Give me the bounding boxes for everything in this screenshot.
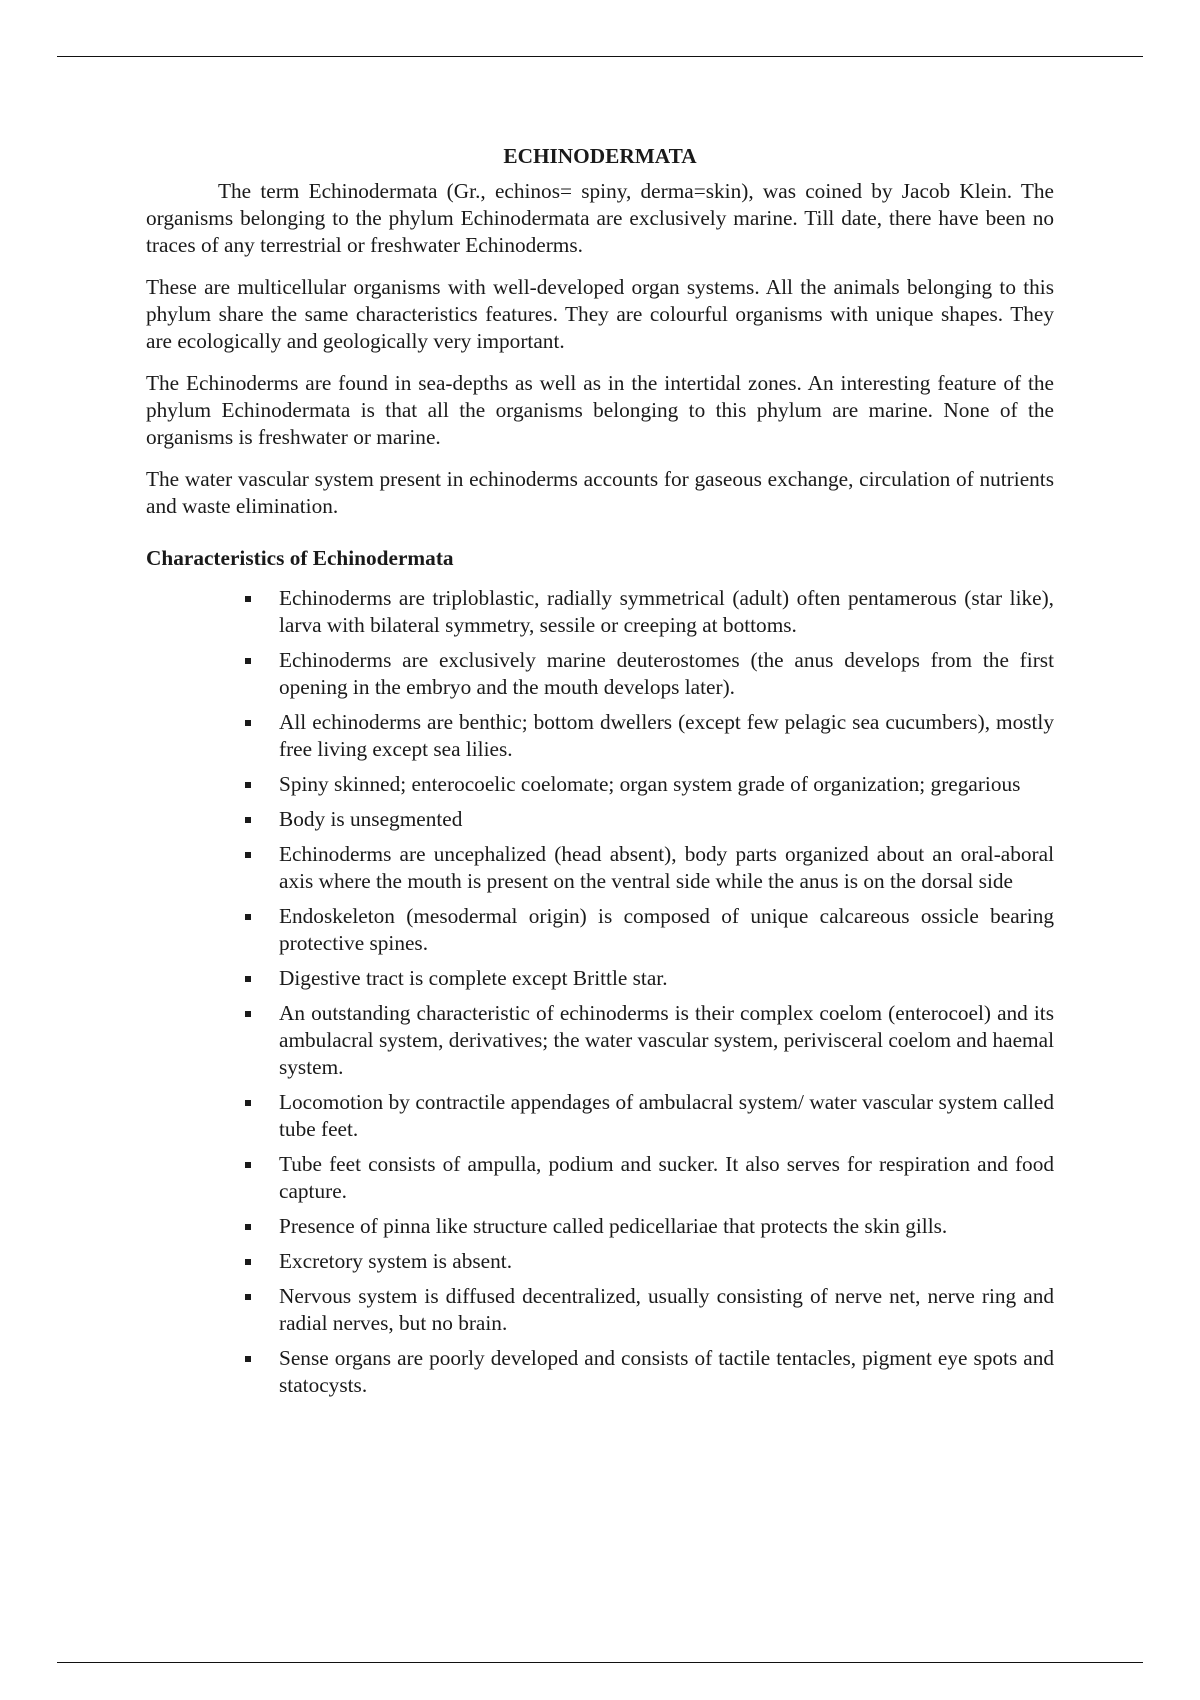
section-heading: Characteristics of Echinodermata [146,546,454,570]
list-item [279,585,1054,639]
bullet-icon [245,1294,251,1300]
list-item-text: Tube feet consists of ampulla, podium and sucker. It also serves for respiration and food capture. [279,1152,1054,1203]
list-item-text: Sense organs are poorly developed and consists of tactile tentacles, pigment eye spots and statocysts. [279,1346,1054,1397]
list-item [279,771,1054,798]
list-item-text: Presence of pinna like structure called pedicellariae that protects the skin gills. [279,1214,948,1238]
bullet-icon [245,817,251,823]
bullet-icon [245,596,251,602]
list-item [279,1213,1054,1240]
bullet-icon [245,720,251,726]
list-item [279,1248,1054,1275]
list-item [279,647,1054,701]
bullet-icon [245,914,251,920]
document-body [146,143,1054,1407]
list-item-text: Endoskeleton (mesodermal origin) is composed of unique calcareous ossicle bearing protective spines. [279,904,1054,955]
list-item-text: Echinoderms are exclusively marine deuterostomes (the anus develops from the first opening in the embryo and the mouth develops later). [279,648,1054,699]
bullet-icon [245,1356,251,1362]
list-item [279,1151,1054,1205]
list-item [279,806,1054,833]
list-item [279,1345,1054,1399]
list-item-text: Echinoderms are uncephalized (head absent), body parts organized about an oral-aboral axis where the mouth is present on the ventral side while the anus is on the dorsal side [279,842,1054,893]
bullet-icon [245,1259,251,1265]
paragraph-intro: The term Echinodermata (Gr., echinos= spiny, derma=skin), was coined by Jacob Klein. The organisms belonging to the phylum Echinodermata are exclusively marine. Till date, there have been no traces of any terrestrial or freshwater Echinoderms. [146,179,1054,257]
list-item-text: Echinoderms are triploblastic, radially symmetrical (adult) often pentamerous (star like), larva with bilateral symmetry, sessile or creeping at bottoms. [279,586,1054,637]
list-item-text: Excretory system is absent. [279,1249,513,1273]
bullet-icon [245,1100,251,1106]
list-item-text: Nervous system is diffused decentralized, usually consisting of nerve net, nerve ring and radial nerves, but no brain. [279,1284,1054,1335]
list-item-text: All echinoderms are benthic; bottom dwellers (except few pelagic sea cucumbers), mostly free living except sea lilies. [279,710,1054,761]
list-item [279,1283,1054,1337]
bullet-icon [245,658,251,664]
bullet-icon [245,1011,251,1017]
bullet-icon [245,1224,251,1230]
list-item [279,1089,1054,1143]
list-item-text: Locomotion by contractile appendages of ambulacral system/ water vascular system called tube feet. [279,1090,1054,1141]
list-item [279,1000,1054,1081]
bullet-icon [245,852,251,858]
document-title: ECHINODERMATA [503,144,697,168]
characteristics-list [146,585,1054,1399]
bullet-icon [245,1162,251,1168]
top-rule [57,56,1143,57]
list-item-text: Spiny skinned; enterocoelic coelomate; organ system grade of organization; gregarious [279,772,1021,796]
bottom-rule [57,1662,1143,1663]
list-item [279,965,1054,992]
bullet-icon [245,976,251,982]
paragraph-organ-systems: These are multicellular organisms with well-developed organ systems. All the animals belonging to this phylum share the same characteristics features. They are colourful organisms with unique shapes. They are ecologically and geologically very important. [146,275,1054,353]
list-item-text: Body is unsegmented [279,807,463,831]
bullet-icon [245,782,251,788]
list-item-text: An outstanding characteristic of echinoderms is their complex coelom (enterocoel) and its ambulacral system, derivatives; the water vascular system, perivisceral coelom and haemal system. [279,1001,1054,1079]
paragraph-water-vascular: The water vascular system present in echinoderms accounts for gaseous exchange, circulation of nutrients and waste elimination. [146,467,1054,518]
list-item [279,709,1054,763]
paragraph-habitat: The Echinoderms are found in sea-depths as well as in the intertidal zones. An interesting feature of the phylum Echinodermata is that all the organisms belonging to this phylum are marine. None of the organisms is freshwater or marine. [146,371,1054,449]
list-item [279,841,1054,895]
list-item [279,903,1054,957]
list-item-text: Digestive tract is complete except Brittle star. [279,966,668,990]
